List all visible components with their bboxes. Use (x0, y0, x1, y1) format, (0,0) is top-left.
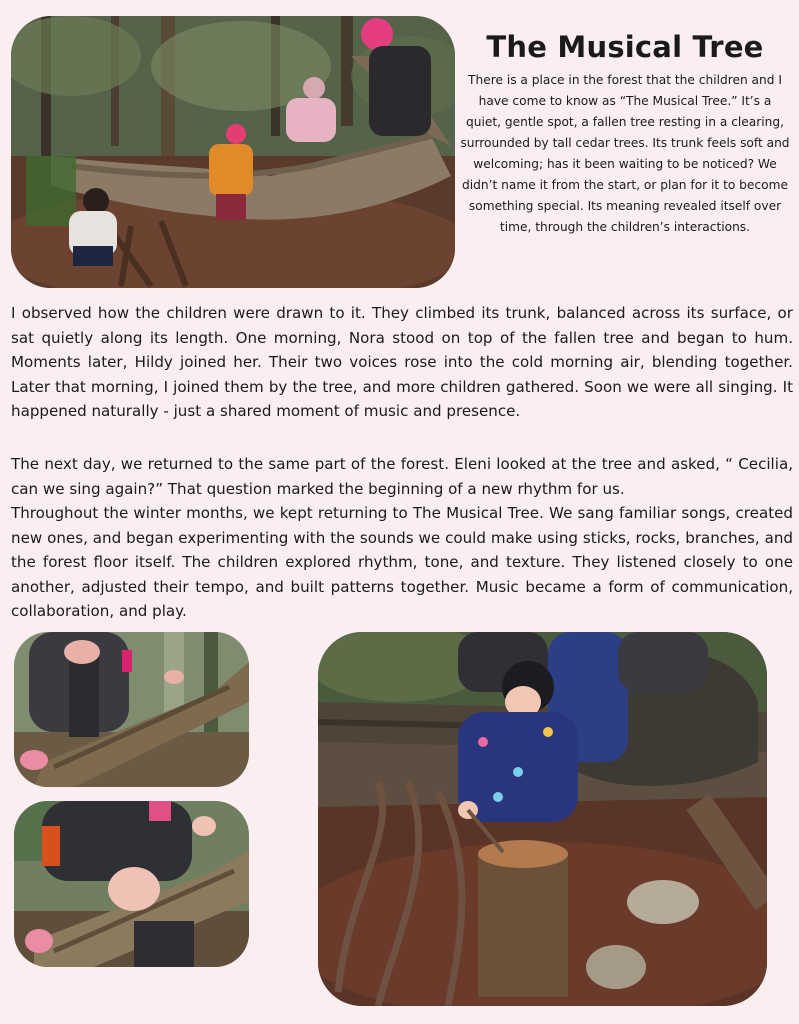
photo-child-with-stick-and-stump (318, 632, 767, 1006)
body-paragraph-2: The next day, we returned to the same part of the forest. Eleni looked at the tree and asked, “ Cecilia, can we sing again?” That question marked the beginning of a new rhythm for us. (11, 455, 793, 498)
photo-child-hands-on-log (14, 801, 249, 967)
header-block (460, 30, 790, 238)
photo-children-on-fallen-tree (11, 16, 455, 288)
page-title: The Musical Tree (486, 30, 764, 64)
body-paragraph-3: Throughout the winter months, we kept returning to The Musical Tree. We sang familiar songs, created new ones, and began experimenting with the sounds we could make using sticks, rocks, branches, and the forest floor itself. The children explored rhythm, tone, and texture. They listened closely to one another, adjusted their tempo, and built patterns together. Music became a form of communication, collaboration, and play. (11, 504, 793, 621)
photo-child-reaching-log (14, 632, 249, 787)
body-paragraph-1: I observed how the children were drawn to it. They climbed its trunk, balanced across its surface, or sat quietly along its length. One morning, Nora stood on top of the fallen tree and began to hum. Moments later, Hildy joined her. Their two voices rose into the cold morning air, blending together. Later that morning, I joined them by the tree, and more children gathered. Soon we were all singing. It happened naturally - just a shared moment of music and presence. (11, 304, 793, 421)
intro-paragraph: There is a place in the forest that the children and I have come to know as “The Musical Tree.” It’s a quiet, gentle spot, a fallen tree resting in a clearing, surrounded by tall cedar trees. Its trunk feels soft and welcoming; has it been waiting to be noticed? We didn’t name it from the start, or plan for it to become something special. Its meaning revealed itself over time, through the children’s interactions. (460, 73, 790, 234)
